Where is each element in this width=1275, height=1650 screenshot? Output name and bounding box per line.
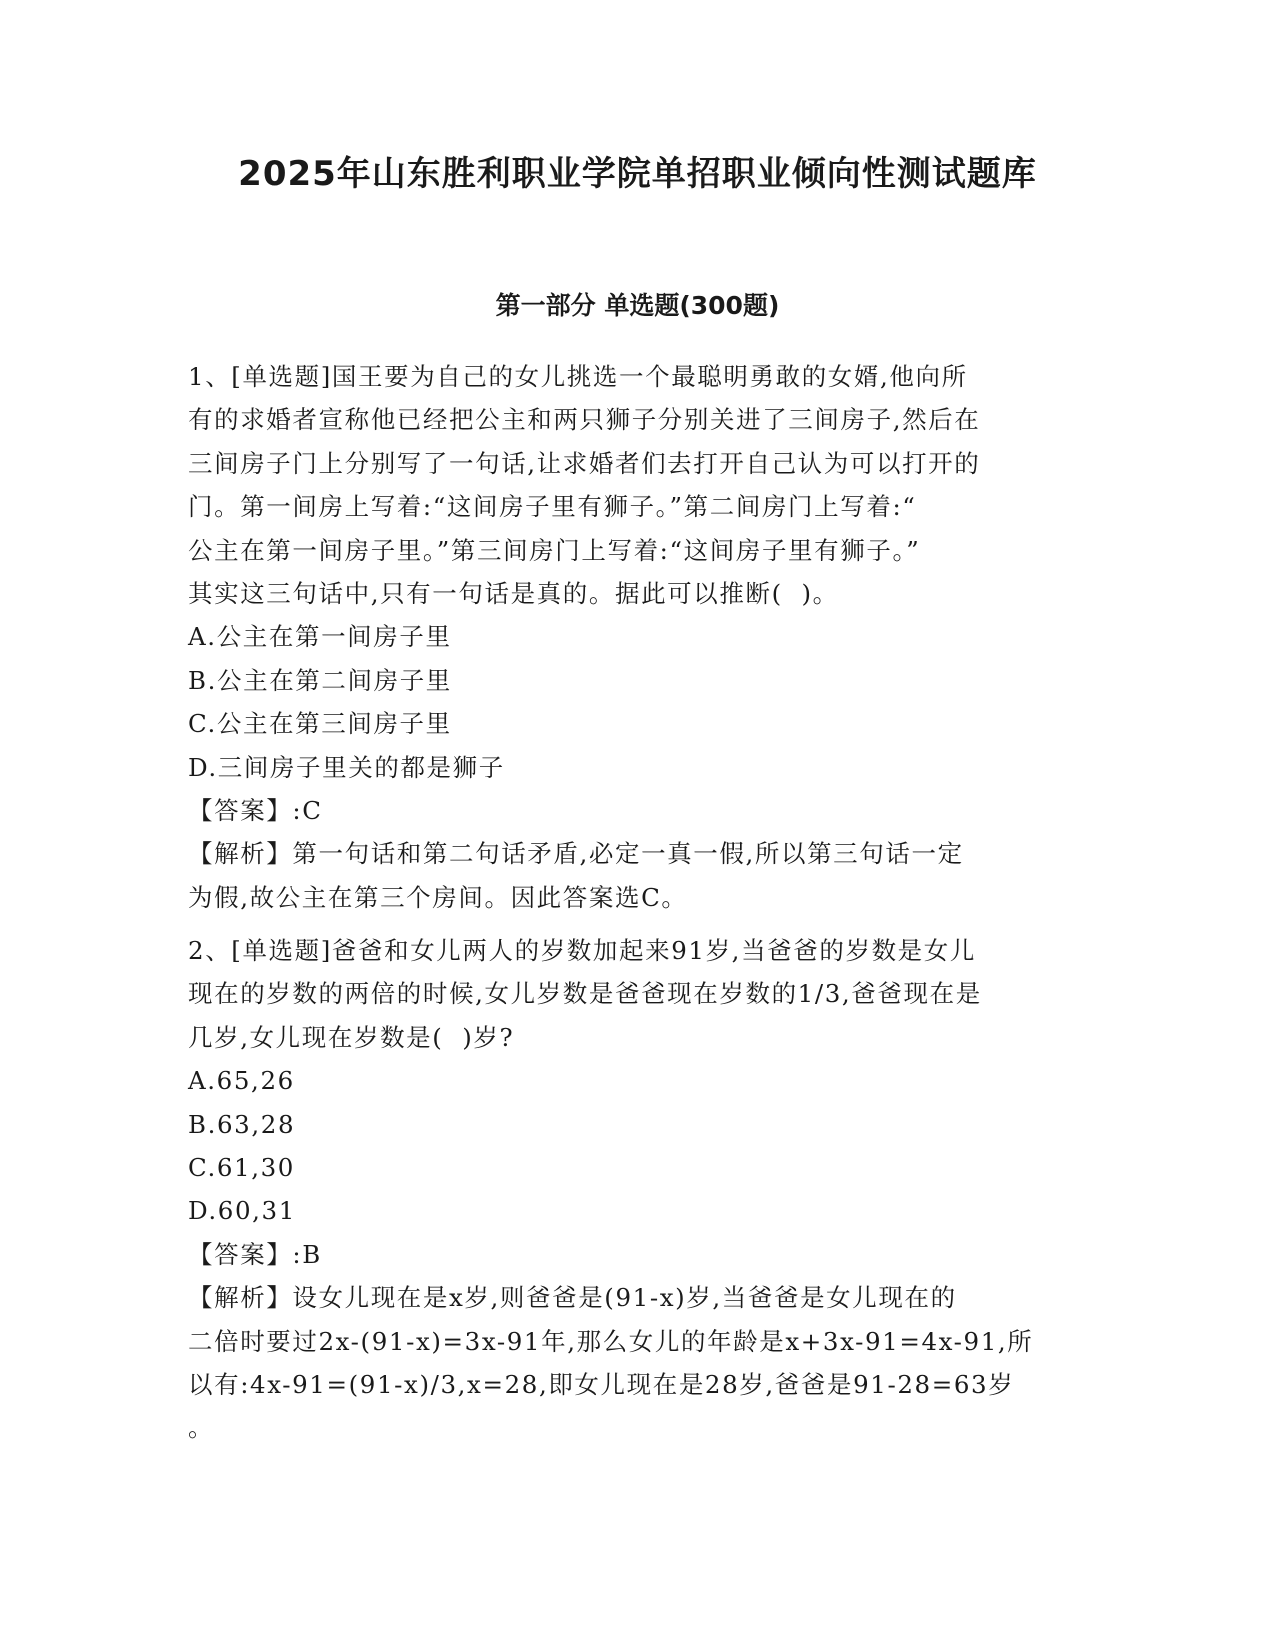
question-stem-line: 有的求婚者宣称他已经把公主和两只狮子分别关进了三间房子,然后在	[188, 405, 981, 435]
section-title: 第一部分 单选题(300题)	[495, 291, 780, 320]
question-stem-line: 门。第一间房上写着:“这间房子里有狮子。”第二间房门上写着:“	[188, 492, 917, 522]
option-a: A.公主在第一间房子里	[188, 622, 452, 652]
option-b: B.公主在第二间房子里	[188, 665, 452, 695]
option-b: B.63,28	[188, 1109, 296, 1139]
document-title: 2025年山东胜利职业学院单招职业倾向性测试题库	[238, 154, 1037, 194]
option-c: C.61,30	[188, 1153, 295, 1183]
explanation-line: 【解析】设女儿现在是x岁,则爸爸是(91-x)岁,当爸爸是女儿现在的	[188, 1283, 957, 1313]
question-stem-line: 1、[单选题]国王要为自己的女儿挑选一个最聪明勇敢的女婿,他向所	[188, 362, 968, 391]
question-list	[188, 355, 1083, 1450]
question-stem-line: 公主在第一间房子里。”第三间房门上写着:“这间房子里有狮子。”	[188, 535, 921, 565]
question-stem-line: 其实这三句话中,只有一句话是真的。据此可以推断( )。	[188, 578, 839, 608]
answer-line: 【答案】:B	[188, 1239, 322, 1269]
option-a: A.65,26	[188, 1066, 295, 1096]
explanation-line: 二倍时要过2x-(91-x)=3x-91年,那么女儿的年龄是x+3x-91=4x-91,所	[188, 1326, 1034, 1356]
option-d: D.三间房子里关的都是狮子	[188, 752, 505, 782]
explanation-line: 。	[188, 1413, 215, 1443]
question-stem-line: 现在的岁数的两倍的时候,女儿岁数是爸爸现在岁数的1/3,爸爸现在是	[188, 979, 982, 1009]
answer-line: 【答案】:C	[188, 795, 323, 825]
question-2	[188, 929, 1083, 1450]
explanation-line: 为假,故公主在第三个房间。因此答案选C。	[188, 882, 688, 912]
question-stem-line: 几岁,女儿现在岁数是( )岁?	[188, 1022, 515, 1052]
option-c: C.公主在第三间房子里	[188, 709, 452, 739]
question-stem-line: 三间房子门上分别写了一句话,让求婚者们去打开自己认为可以打开的	[188, 448, 981, 478]
explanation-line: 以有:4x-91=(91-x)/3,x=28,即女儿现在是28岁,爸爸是91-28=63岁	[188, 1369, 1015, 1399]
explanation-line: 【解析】第一句话和第二句话矛盾,必定一真一假,所以第三句话一定	[188, 839, 964, 869]
question-1	[188, 355, 1083, 919]
question-stem-line: 2、[单选题]爸爸和女儿两人的岁数加起来91岁,当爸爸的岁数是女儿	[188, 936, 976, 966]
option-d: D.60,31	[188, 1196, 296, 1226]
